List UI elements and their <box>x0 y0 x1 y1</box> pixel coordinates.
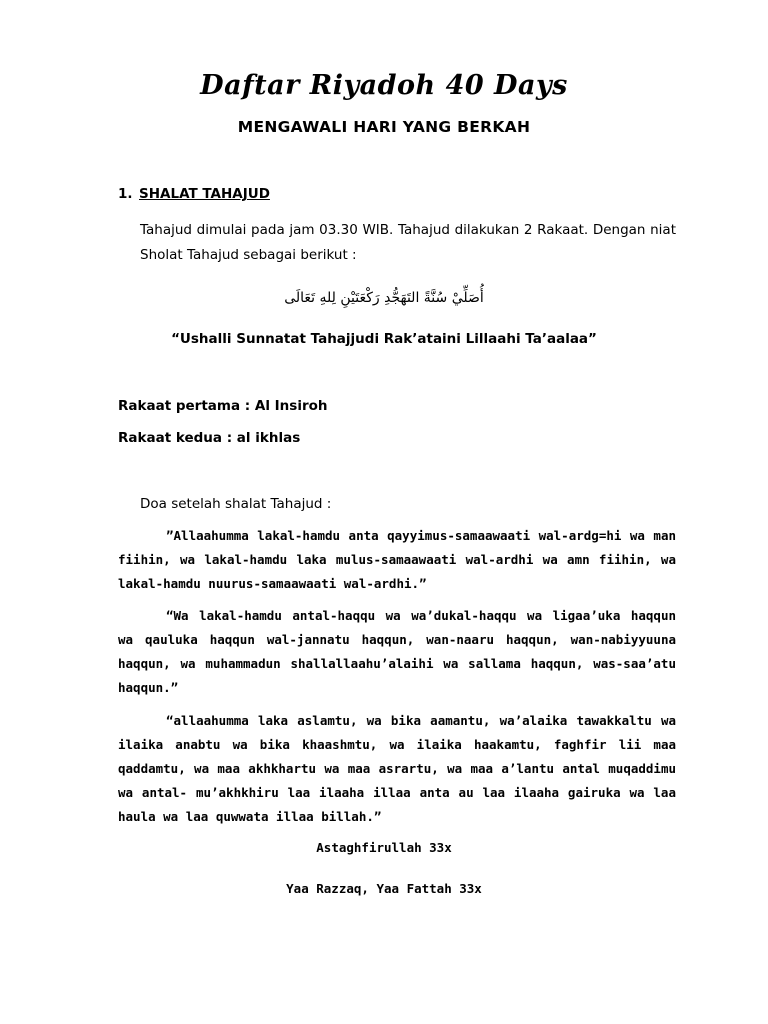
section-number: 1. <box>118 186 133 202</box>
rakaat-kedua: Rakaat kedua : al ikhlas <box>118 430 301 446</box>
document-title: Daftar Riyadoh 40 Days <box>200 70 568 101</box>
section-title: SHALAT TAHAJUD <box>139 186 270 202</box>
dzikir-line: Yaa Razzaq, Yaa Fattah 33x <box>286 881 482 896</box>
doa-heading: Doa setelah shalat Tahajud : <box>140 496 332 512</box>
document-subtitle: MENGAWALI HARI YANG BERKAH <box>237 118 531 136</box>
niat-transliteration: “Ushalli Sunnatat Tahajjudi Rak’ataini Lillaahi Ta’aalaa” <box>171 331 597 347</box>
dzikir-line: Astaghfirullah 33x <box>316 840 452 855</box>
section-heading <box>118 186 270 202</box>
niat-arabic-text: أُصَلِّيْ سُنَّةً التَهَجُّدِ رَكْعَتَيْنِ لِلهِ تَعَالَى <box>284 290 484 306</box>
doa-paragraph: ”Allaahumma lakal-hamdu anta qayyimus-samaawaati wal-ardg=hi wa man fiihin, wa lakal-hamdu laka mulus-samaawaati wal-ardhi wa amn fiihin, wa lakal-hamdu nuurus-samaawaati wal-ardhi.” <box>118 528 676 591</box>
doa-paragraph: “allaahumma laka aslamtu, wa bika aamantu, wa’alaika tawakkaltu wa ilaika anabtu wa bika khaashmtu, wa ilaika haakamtu, faghfir lii maa qaddamtu, wa maa akhkhartu wa maa asrartu, wa maa a’lantu antal muqaddimu wa antal- mu’akhkhiru laa ilaaha illaa anta au laa ilaaha gairuka wa laa haula wa laa quwwata illaa billah.” <box>118 713 676 824</box>
rakaat-pertama: Rakaat pertama : Al Insiroh <box>118 398 328 414</box>
intro-paragraph: Tahajud dimulai pada jam 03.30 WIB. Tahajud dilakukan 2 Rakaat. Dengan niat Sholat Tahajud sebagai berikut : <box>140 222 676 263</box>
doa-paragraph: “Wa lakal-hamdu antal-haqqu wa wa’dukal-haqqu wa ligaa’uka haqqun wa qauluka haqqun wal-jannatu haqqun, wan-naaru haqqun, wan-nabiyyuuna haqqun, wa muhammadun shallallaahu’alaihi wa sallama haqqun, was-saa’atu haqqun.” <box>118 608 676 695</box>
